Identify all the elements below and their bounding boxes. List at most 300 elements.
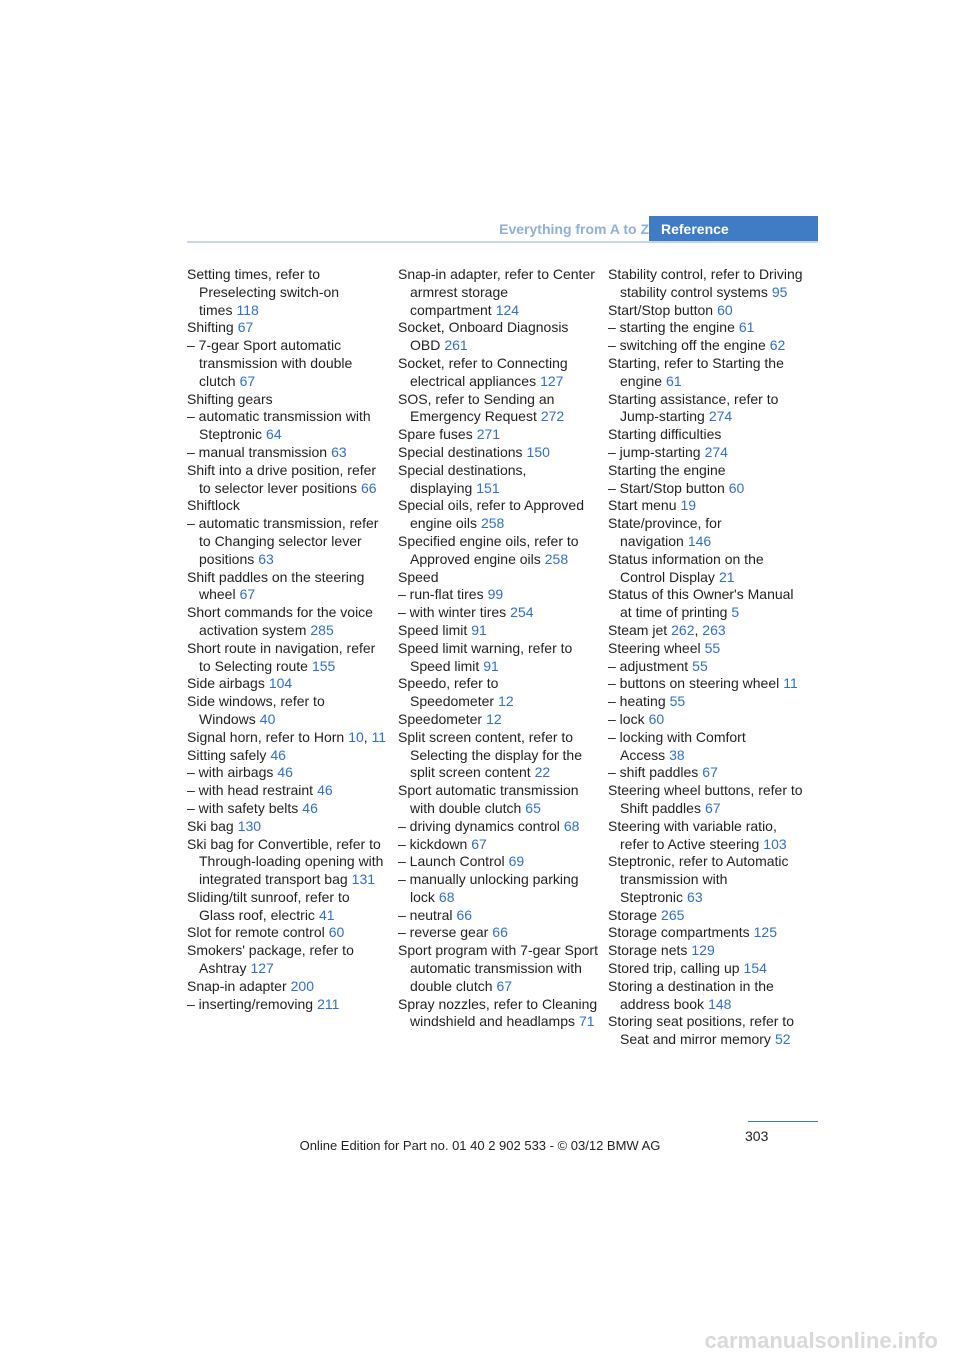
page-refs xyxy=(744,960,767,976)
index-entry xyxy=(187,693,387,729)
page-refs xyxy=(719,569,735,585)
page-refs xyxy=(240,586,256,602)
page-link[interactable]: 95 xyxy=(771,283,788,300)
page-refs xyxy=(692,658,708,674)
entry-text: Stability control, refer to Driving stability control systems xyxy=(608,266,803,300)
entry-text: Special destinations xyxy=(398,443,523,460)
entry-text: – starting the engine xyxy=(608,319,735,336)
entry-text: – jump-starting xyxy=(608,443,701,460)
page-link[interactable]: 67 xyxy=(237,319,254,336)
page-refs xyxy=(250,960,273,976)
page-refs xyxy=(649,711,665,727)
index-entry xyxy=(608,711,808,729)
page-refs xyxy=(545,551,568,567)
entry-text: Smokers' package, refer to Ashtray xyxy=(187,942,354,977)
index-entry xyxy=(608,497,808,515)
entry-text: Snap-in adapter xyxy=(187,977,287,994)
page-link[interactable]: 63 xyxy=(331,443,347,460)
index-entry xyxy=(398,444,598,462)
page-refs xyxy=(302,800,318,816)
entry-text: Socket, refer to Connecting electrical appliances xyxy=(398,354,568,389)
page-refs xyxy=(772,284,788,300)
page-link[interactable]: 211 xyxy=(317,995,340,1012)
page-refs xyxy=(238,818,261,834)
reference-tab: Reference xyxy=(649,216,818,243)
page-link[interactable]: 265 xyxy=(661,906,685,923)
page-link[interactable]: 155 xyxy=(311,657,336,674)
entry-text: Split screen content, refer to Selecting the display for the split screen content xyxy=(398,728,582,781)
page-link[interactable]: 66 xyxy=(360,479,377,496)
page-refs xyxy=(687,889,703,905)
entry-text: Storing seat positions, refer to Seat and mirror memory xyxy=(608,1013,794,1048)
index-entry xyxy=(187,444,387,462)
page-refs xyxy=(705,444,728,460)
page-refs xyxy=(739,319,755,335)
page-link[interactable]: 66 xyxy=(492,924,508,941)
entry-text: Ski bag xyxy=(187,817,234,834)
page-link[interactable]: 63 xyxy=(687,888,703,905)
entry-text: Speedometer xyxy=(398,710,483,727)
page-link[interactable]: 40 xyxy=(259,710,276,727)
entry-text: – with safety belts xyxy=(187,799,299,816)
entry-text: Shifting gears xyxy=(187,390,273,407)
index-entry xyxy=(398,729,598,782)
page-link[interactable]: 104 xyxy=(268,675,293,692)
page-refs xyxy=(702,764,718,780)
entry-text: – buttons on steering wheel xyxy=(608,675,780,692)
entry-text: Speed xyxy=(398,568,439,585)
page-link[interactable]: 61 xyxy=(738,319,755,336)
page-link[interactable]: 55 xyxy=(669,693,686,710)
index-entry xyxy=(398,853,598,871)
page-link[interactable]: 124 xyxy=(495,301,520,318)
page-link[interactable]: 91 xyxy=(471,621,487,638)
page-link[interactable]: 46 xyxy=(302,799,318,816)
page-link[interactable]: 63 xyxy=(258,550,274,567)
index-entry xyxy=(608,907,808,925)
index-entry xyxy=(608,818,808,854)
index-entry xyxy=(608,622,808,640)
page-refs xyxy=(661,907,684,923)
page-link[interactable]: 22 xyxy=(534,764,551,781)
entry-text: Spray nozzles, refer to Cleaning windshield and headlamps xyxy=(398,995,598,1030)
index-entry xyxy=(608,391,808,427)
page-link[interactable]: 146 xyxy=(687,532,712,549)
index-entry xyxy=(608,319,808,337)
page-link[interactable]: 62 xyxy=(769,337,786,354)
index-entry xyxy=(398,569,598,587)
page-link[interactable]: 60 xyxy=(328,924,345,941)
index-entry xyxy=(398,836,598,854)
page-link[interactable]: 67 xyxy=(239,586,256,603)
page-refs xyxy=(754,924,777,940)
entry-text: – lock xyxy=(608,710,645,727)
index-entry xyxy=(608,337,808,355)
page-link[interactable]: 130 xyxy=(237,817,262,834)
entry-text: – with winter tires xyxy=(398,604,507,621)
index-entry xyxy=(398,818,598,836)
page-link[interactable]: 64 xyxy=(266,426,282,443)
index-entry xyxy=(608,658,808,676)
edition-note: Online Edition for Part no. 01 40 2 902 533 - © 03/12 BMW AG xyxy=(299,1138,661,1153)
entry-text: Storing a destination in the address book xyxy=(608,977,774,1012)
page-link[interactable]: 65 xyxy=(525,799,541,816)
page-refs xyxy=(510,604,533,620)
index-entry xyxy=(187,924,387,942)
page-link[interactable]: 55 xyxy=(704,639,721,656)
index-entry xyxy=(608,764,808,782)
index-entry xyxy=(187,408,387,444)
entry-text: – run-flat tires xyxy=(398,586,484,603)
page-link[interactable]: 68 xyxy=(438,888,455,905)
index-entry xyxy=(398,675,598,711)
index-entry xyxy=(608,782,808,818)
page-link[interactable]: 68 xyxy=(563,817,580,834)
entry-text: Steering with variable ratio, refer to Active steering xyxy=(608,817,777,852)
page-link[interactable]: 11 xyxy=(783,675,798,692)
page-refs xyxy=(496,302,519,318)
page-refs xyxy=(260,711,276,727)
entry-text: Specified engine oils, refer to Approved engine oils xyxy=(398,532,579,567)
index-entry xyxy=(608,978,808,1014)
page-link[interactable]: 67 xyxy=(239,372,256,389)
page-link[interactable]: 274 xyxy=(708,408,733,425)
page-link[interactable]: 274 xyxy=(704,443,728,460)
index-entry xyxy=(608,640,808,658)
page-refs xyxy=(763,836,786,852)
entry-text: Special destinations, displaying xyxy=(398,461,527,496)
page-link[interactable]: 71 xyxy=(579,1013,595,1030)
page-link[interactable]: 46 xyxy=(317,782,333,799)
index-entry xyxy=(608,1013,808,1049)
entry-text: Steering wheel buttons, refer to Shift paddles xyxy=(608,782,803,816)
page-link[interactable]: 262 xyxy=(671,621,695,638)
entry-text: Slot for remote control xyxy=(187,924,325,941)
page-link[interactable]: 272 xyxy=(540,408,565,425)
entry-text: – switching off the engine xyxy=(608,337,766,354)
page-refs xyxy=(310,622,333,638)
index-entry xyxy=(608,853,808,906)
entry-text: Status information on the Control Display xyxy=(608,550,764,585)
index-entry xyxy=(187,319,387,337)
index-entry xyxy=(398,604,598,622)
index-entry xyxy=(398,586,598,604)
watermark: carmanualsonline.info xyxy=(704,1328,938,1353)
page-refs xyxy=(492,924,508,940)
page-link[interactable]: 129 xyxy=(691,942,715,959)
page-refs xyxy=(564,818,580,834)
entry-text: – driving dynamics control xyxy=(398,817,560,834)
page-refs xyxy=(361,480,377,496)
page-refs xyxy=(731,604,739,620)
index-entry xyxy=(187,818,387,836)
page-refs xyxy=(481,515,504,531)
index-entry xyxy=(187,391,387,409)
page-link[interactable]: 67 xyxy=(702,764,718,781)
page-header xyxy=(187,216,818,243)
page-refs xyxy=(527,444,550,460)
index-entry xyxy=(187,640,387,676)
page-refs: 10, 11 xyxy=(348,728,387,745)
page-link[interactable]: 61 xyxy=(666,372,682,389)
page-refs xyxy=(319,907,335,923)
page-refs xyxy=(471,622,487,638)
page-refs xyxy=(317,996,339,1012)
index-entry xyxy=(187,782,387,800)
page-link[interactable]: 52 xyxy=(774,1031,791,1048)
page-refs xyxy=(444,337,467,353)
entry-text: Stored trip, calling up xyxy=(608,960,740,977)
index-entry xyxy=(187,497,387,515)
index-entry xyxy=(608,302,808,320)
page-link[interactable]: 285 xyxy=(310,621,334,638)
page-refs xyxy=(477,426,500,442)
page-link[interactable]: 127 xyxy=(250,960,274,977)
page-link[interactable]: 21 xyxy=(718,568,735,585)
index-entry xyxy=(608,960,808,978)
entry-text: – 7-gear Sport automatic transmission with double clutch xyxy=(187,337,353,389)
entry-text: Steam jet xyxy=(608,621,668,638)
page-link[interactable]: 38 xyxy=(669,746,685,763)
index-entry xyxy=(398,711,598,729)
entry-text: Side windows, refer to Windows xyxy=(187,693,325,727)
page-refs: 262, 263 xyxy=(671,621,726,638)
page-refs xyxy=(476,480,499,496)
page-refs xyxy=(269,675,292,691)
page-refs xyxy=(258,551,274,567)
page-link[interactable]: 12 xyxy=(486,710,502,727)
index-entry xyxy=(398,907,598,925)
page-link[interactable]: 11 xyxy=(371,728,387,745)
page-refs xyxy=(717,302,733,318)
page-link[interactable]: 55 xyxy=(692,657,708,674)
entry-text: Storage xyxy=(608,906,658,923)
entry-text: Sport automatic transmission with double clutch xyxy=(398,782,579,816)
index-entry xyxy=(608,480,808,498)
index-entry xyxy=(187,675,387,693)
index-entry xyxy=(608,729,808,765)
page-refs xyxy=(541,408,564,424)
entry-text: Socket, Onboard Diagnosis OBD xyxy=(398,319,569,354)
index-entry xyxy=(398,622,598,640)
page-link[interactable]: 46 xyxy=(277,764,293,781)
page-refs xyxy=(705,640,721,656)
entry-text: – adjustment xyxy=(608,657,689,674)
entry-text: – Start/Stop button xyxy=(608,479,725,496)
index-entry xyxy=(187,889,387,925)
index-entry xyxy=(398,266,598,319)
entry-text: – manually unlocking parking lock xyxy=(398,871,579,905)
page-link[interactable]: 148 xyxy=(708,995,732,1012)
entry-text: – manual transmission xyxy=(187,443,328,460)
page-refs xyxy=(770,337,786,353)
index-entry xyxy=(608,924,808,942)
page-link[interactable]: 200 xyxy=(290,977,314,994)
page-refs xyxy=(709,408,732,424)
index-entry xyxy=(608,693,808,711)
index-entry xyxy=(398,782,598,818)
index-entry xyxy=(398,497,598,533)
page-link[interactable]: 91 xyxy=(483,657,499,674)
index-entry xyxy=(187,978,387,996)
index-entry xyxy=(187,747,387,765)
entry-text: Starting assistance, refer to Jump-starting xyxy=(608,390,779,425)
index-entry xyxy=(608,675,808,693)
page-refs xyxy=(236,302,258,318)
page-refs xyxy=(691,942,714,958)
entry-text: – automatic transmission, refer to Changing selector lever positions xyxy=(187,515,379,567)
entry-text: – kickdown xyxy=(398,835,468,852)
entry-text: – inserting/removing xyxy=(187,995,314,1012)
page-link[interactable]: 154 xyxy=(743,960,767,977)
page-link[interactable]: 271 xyxy=(476,426,501,443)
index-entry xyxy=(608,515,808,551)
entry-text: Short route in navigation, refer to Selecting route xyxy=(187,639,376,674)
entry-text: Shift paddles on the steering wheel xyxy=(187,568,365,603)
index-entry xyxy=(608,551,808,587)
entry-text: Setting times, refer to Preselecting switch-on times xyxy=(187,266,340,318)
index-entry xyxy=(398,391,598,427)
page-refs xyxy=(240,373,256,389)
page-refs xyxy=(270,747,286,763)
entry-text: – reverse gear xyxy=(398,924,489,941)
page-link[interactable]: 254 xyxy=(510,604,534,621)
page-refs xyxy=(488,586,504,602)
entry-text: SOS, refer to Sending an Emergency Request xyxy=(398,390,555,425)
page-link[interactable]: 67 xyxy=(704,799,721,816)
entry-text: Steptronic, refer to Automatic transmission with Steptronic xyxy=(608,853,789,905)
entry-text: – shift paddles xyxy=(608,764,699,781)
entry-text: Shifting xyxy=(187,319,234,336)
page-link[interactable]: 261 xyxy=(444,337,468,354)
page-link[interactable]: 99 xyxy=(487,586,504,603)
page-refs xyxy=(708,996,731,1012)
page-refs xyxy=(705,800,721,816)
page-link[interactable]: 69 xyxy=(508,853,525,870)
index-entry xyxy=(398,319,598,355)
entry-text: Starting, refer to Starting the engine xyxy=(608,354,784,389)
index-column-1 xyxy=(187,266,387,1013)
page-refs xyxy=(666,373,682,389)
entry-text: Sliding/tilt sunroof, refer to Glass roof, electric xyxy=(187,888,350,923)
index-entry xyxy=(398,924,598,942)
entry-text: Storage nets xyxy=(608,942,688,959)
page-link[interactable]: 5 xyxy=(731,604,740,621)
page-link[interactable]: 41 xyxy=(318,906,335,923)
page-refs xyxy=(670,693,686,709)
page-refs xyxy=(317,782,333,798)
index-entry xyxy=(608,942,808,960)
entry-text: Signal horn, refer to Horn xyxy=(187,728,345,745)
page-refs xyxy=(498,693,514,709)
page-link[interactable]: 66 xyxy=(456,906,473,923)
page-refs xyxy=(688,533,711,549)
page-link[interactable]: 258 xyxy=(480,515,505,532)
entry-text: Special oils, refer to Approved engine oils xyxy=(398,497,584,532)
index-entry xyxy=(398,871,598,907)
page-refs xyxy=(540,373,563,389)
entry-text: Sitting safely xyxy=(187,746,267,763)
index-entry xyxy=(187,515,387,568)
index-entry xyxy=(187,764,387,782)
index-column-2 xyxy=(398,266,598,1031)
page-link[interactable]: 67 xyxy=(471,835,487,852)
page-link[interactable]: 46 xyxy=(270,746,286,763)
page-refs xyxy=(277,764,293,780)
entry-text: Sport program with 7-gear Sport automatic transmission with double clutch xyxy=(398,942,598,994)
page-link[interactable]: 60 xyxy=(717,301,733,318)
page-refs xyxy=(471,836,487,852)
page-refs xyxy=(352,871,375,887)
entry-text: – with head restraint xyxy=(187,782,314,799)
page-link[interactable]: 103 xyxy=(763,835,787,852)
page-link[interactable]: 151 xyxy=(476,479,500,496)
page-link[interactable]: 67 xyxy=(496,977,513,994)
index-entry xyxy=(608,586,808,622)
entry-text: Shift into a drive position, refer to selector lever positions xyxy=(187,461,377,496)
index-entry xyxy=(398,426,598,444)
entry-text: Shiftlock xyxy=(187,497,240,514)
page-refs xyxy=(329,924,345,940)
index-entry xyxy=(608,355,808,391)
page-link[interactable]: 258 xyxy=(544,550,569,567)
entry-text: Start menu xyxy=(608,497,677,514)
entry-text: Ski bag for Convertible, refer to Through-loading opening with integrated transport bag xyxy=(187,835,384,888)
entry-text: Side airbags xyxy=(187,675,265,692)
page-link[interactable]: 10 xyxy=(348,728,364,745)
index-entry xyxy=(608,444,808,462)
entry-text: – heating xyxy=(608,693,666,710)
page-refs xyxy=(775,1031,791,1047)
entry-text: – with airbags xyxy=(187,764,274,781)
page-link[interactable]: 263 xyxy=(702,621,726,638)
entry-text: Speed limit xyxy=(398,621,468,638)
index-entry xyxy=(187,836,387,889)
index-entry xyxy=(187,800,387,818)
page-refs xyxy=(669,747,685,763)
page-refs xyxy=(456,907,472,923)
page-refs xyxy=(497,978,513,994)
index-entry xyxy=(398,996,598,1032)
entry-text: – neutral xyxy=(398,906,453,923)
entry-text: Steering wheel xyxy=(608,639,701,656)
page-link[interactable]: 150 xyxy=(526,443,550,460)
page-link[interactable]: 127 xyxy=(540,372,564,389)
page-link[interactable]: 118 xyxy=(236,301,259,318)
page-refs xyxy=(579,1013,595,1029)
page-link[interactable]: 12 xyxy=(498,693,514,710)
index-entry xyxy=(608,266,808,302)
page-link[interactable]: 19 xyxy=(680,497,697,514)
header-divider xyxy=(187,241,818,243)
entry-text: Short commands for the voice activation system xyxy=(187,604,373,638)
page-refs xyxy=(535,764,551,780)
entry-text: Starting difficulties xyxy=(608,426,722,443)
index-entry xyxy=(187,462,387,498)
page-link[interactable]: 131 xyxy=(351,871,376,888)
page-refs xyxy=(291,978,314,994)
page-refs xyxy=(783,675,798,691)
page-refs xyxy=(525,800,541,816)
page-link[interactable]: 60 xyxy=(728,479,745,496)
index-column-3 xyxy=(608,266,808,1049)
page-refs xyxy=(680,497,696,513)
page-link[interactable]: 60 xyxy=(648,710,665,727)
index-entry xyxy=(187,729,387,747)
index-entry xyxy=(608,426,808,444)
page-link[interactable]: 125 xyxy=(753,924,777,941)
entry-text: Starting the engine xyxy=(608,461,726,478)
